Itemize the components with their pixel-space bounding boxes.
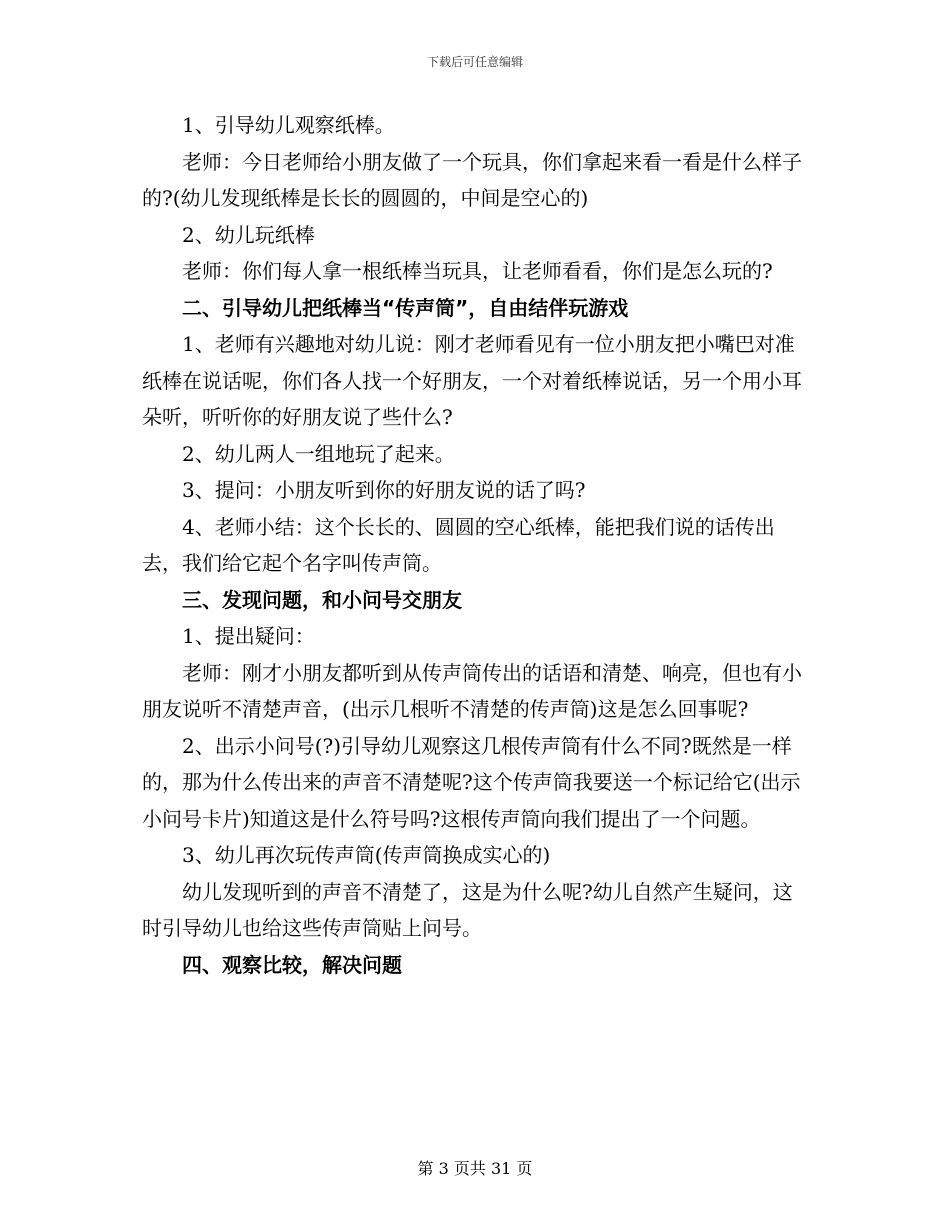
paragraph: 2、幼儿玩纸棒 xyxy=(182,222,315,247)
paragraph: 老师：你们每人拿一根纸棒当玩具，让老师看看，你们是怎么玩的? xyxy=(182,259,773,283)
paragraph: 1、老师有兴趣地对幼儿说：刚才老师看见有一位小朋友把小嘴巴对准纸棒在说话呢，你们各人找一个好朋友，一个对着纸棒说话，另一个用小耳朵听，听听你的好朋友说了些什么? xyxy=(142,332,802,429)
paragraph: 1、引导幼儿观察纸棒。 xyxy=(182,113,395,137)
section-heading: 二、引导幼儿把纸棒当“传声筒”，自由结伴玩游戏 xyxy=(182,295,629,320)
paragraph: 3、幼儿再次玩传声筒(传声筒换成实心的) xyxy=(182,843,551,867)
paragraph: 老师：今日老师给小朋友做了一个玩具，你们拿起来看一看是什么样子的?(幼儿发现纸棒是长长的圆圆的，中间是空心的) xyxy=(142,149,802,210)
page-header: 下载后可任意编辑 xyxy=(426,55,523,69)
section-heading: 四、观察比较，解决问题 xyxy=(182,952,402,977)
paragraph: 1、提出疑问： xyxy=(182,624,315,648)
paragraph: 老师：刚才小朋友都听到从传声筒传出的话语和清楚、响亮，但也有小朋友说听不清楚声音，(出示几根听不清楚的传声筒)这是怎么回事呢? xyxy=(142,660,802,721)
paragraph: 幼儿发现听到的声音不清楚了，这是为什么呢?幼儿自然产生疑问，这时引导幼儿也给这些传声筒贴上问号。 xyxy=(142,879,793,940)
document-body xyxy=(142,107,812,983)
section-heading: 三、发现问题，和小问号交朋友 xyxy=(182,587,462,612)
paragraph: 2、幼儿两人一组地玩了起来。 xyxy=(182,441,455,466)
page-footer: 第 3 页共 31 页 xyxy=(417,1159,533,1178)
paragraph: 4、老师小结：这个长长的、圆圆的空心纸棒，能把我们说的话传出去，我们给它起个名字叫传声筒。 xyxy=(142,514,775,575)
paragraph: 2、出示小问号(?)引导幼儿观察这几根传声筒有什么不同?既然是一样的，那为什么传出来的声音不清楚呢?这个传声筒我要送一个标记给它(出示小问号卡片)知道这是什么符号吗?这根传声筒向我们提出了一个问题。 xyxy=(142,733,801,831)
paragraph: 3、提问：小朋友听到你的好朋友说的话了吗? xyxy=(182,478,586,502)
